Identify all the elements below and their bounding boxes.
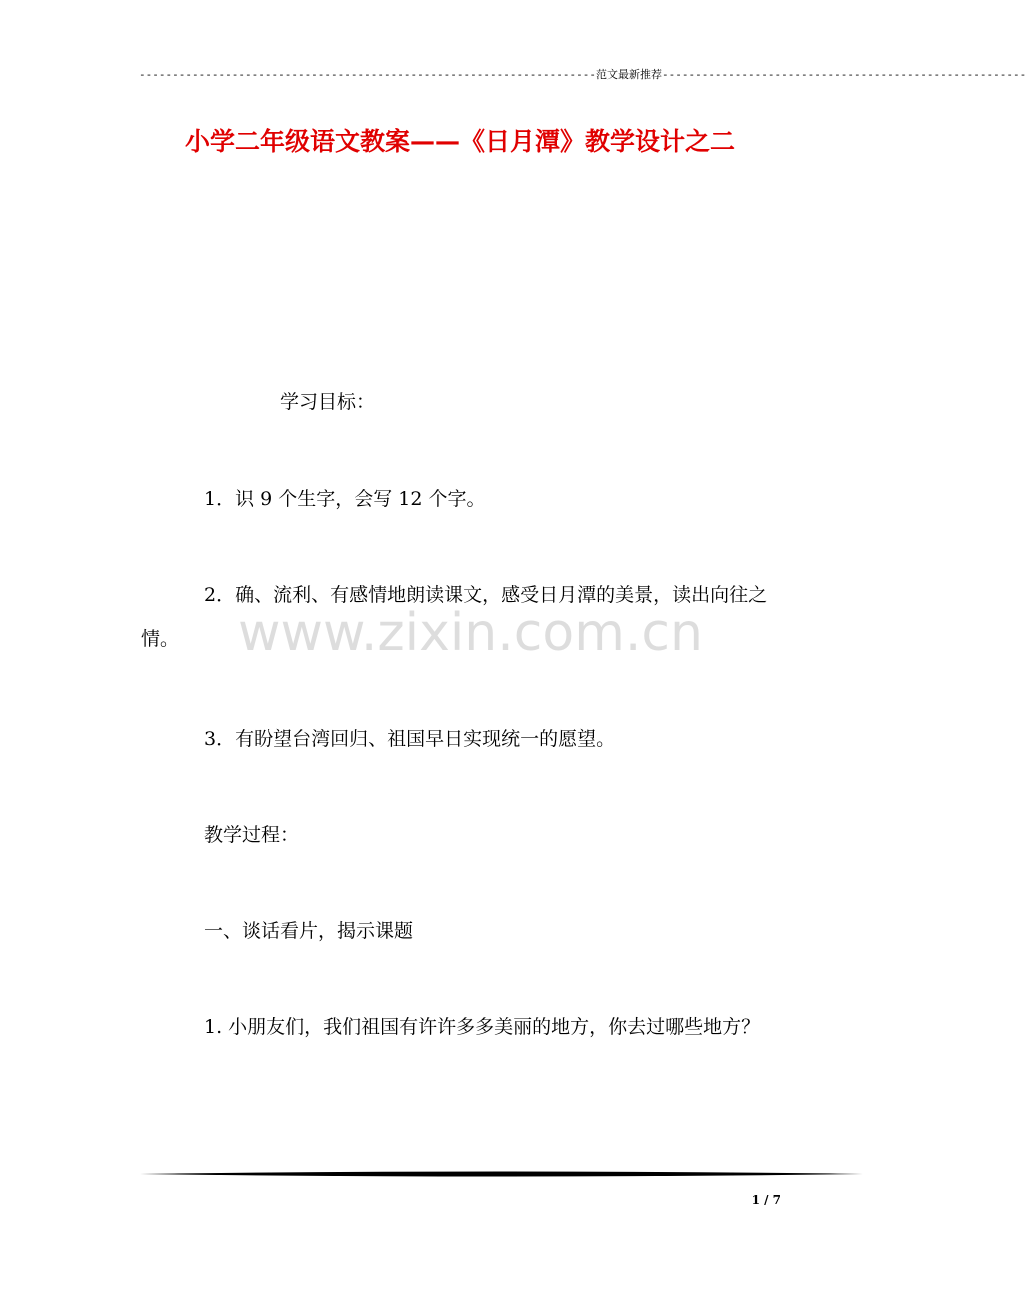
watermark: www.zixin.com.cn — [238, 603, 703, 663]
paragraph-goal-1: 1．识 9 个生字，会写 12 个字。 — [204, 488, 486, 510]
paragraph-section-1-heading: 一、谈话看片，揭示课题 — [204, 920, 414, 942]
paragraph-learning-goals-heading: 学习目标： — [280, 391, 376, 413]
document-title: 小学二年级语文教案——《日月潭》教学设计之二 — [184, 127, 735, 156]
paragraph-goal-2: 2．确、流利、有感情地朗读课文，感受日月潭的美景，读出向往之情。 — [141, 584, 768, 650]
page-number: 1 / 7 — [751, 1193, 781, 1207]
paragraph-process-heading: 教学过程： — [204, 824, 300, 846]
running-header: ---------------------------------------------------------------------范文最新推荐------------------------------------------------------- — [139, 68, 1026, 81]
footer-divider — [140, 1170, 863, 1178]
paragraph-step-1: 1. 小朋友们，我们祖国有许许多多美丽的地方，你去过哪些地方？ — [204, 1016, 761, 1038]
paragraph-goal-3: 3．有盼望台湾回归、祖国早日实现统一的愿望。 — [204, 728, 616, 750]
